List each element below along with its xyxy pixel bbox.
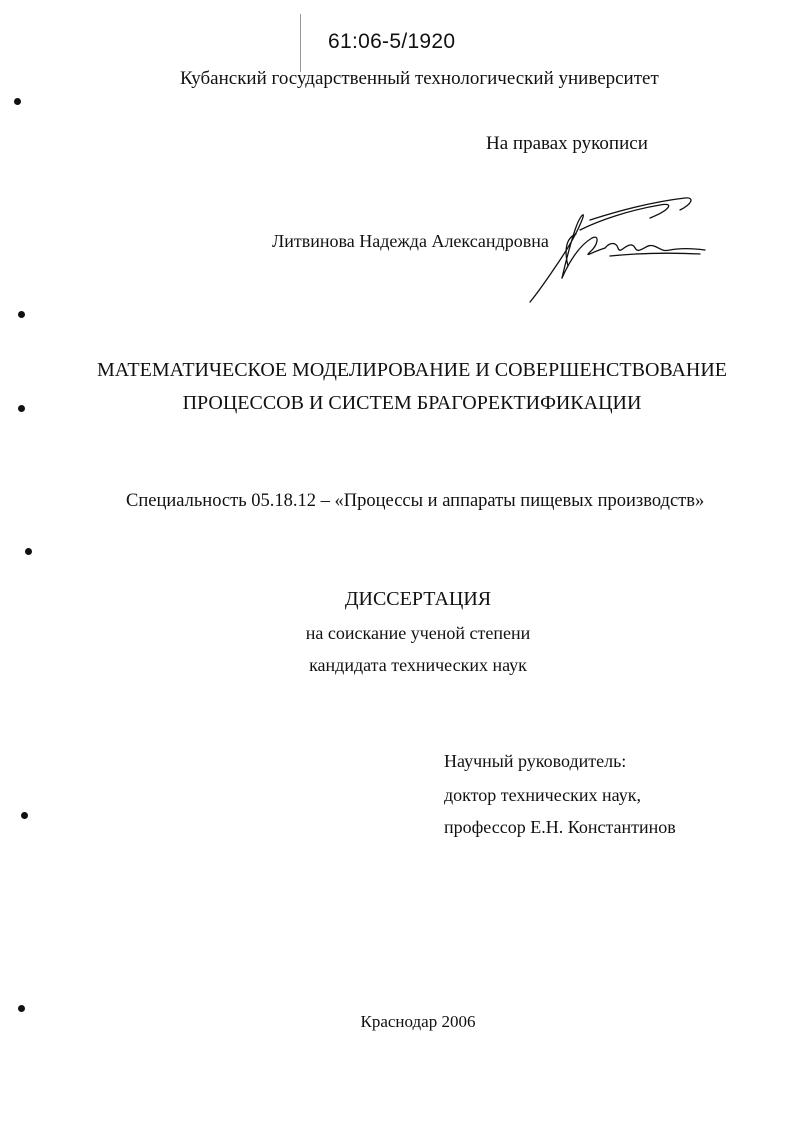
punch-mark <box>18 311 25 318</box>
author-signature <box>520 190 710 310</box>
punch-mark <box>21 812 28 819</box>
scan-margin-tick <box>300 14 301 72</box>
degree-line-2: кандидата технических наук <box>309 655 527 675</box>
document-type: ДИССЕРТАЦИЯ <box>344 588 492 610</box>
punch-mark <box>18 1005 25 1012</box>
supervisor-name: профессор Е.Н. Константинов <box>444 817 676 837</box>
punch-mark <box>14 98 21 105</box>
city-year: Краснодар 2006 <box>360 1012 476 1031</box>
specialty: Специальность 05.18.12 – «Процессы и аппараты пищевых производств» <box>126 491 705 511</box>
author-name: Литвинова Надежда Александровна <box>272 231 549 251</box>
manuscript-rights-note: На правах рукописи <box>486 133 648 154</box>
degree-line-1: на соискание ученой степени <box>305 623 531 643</box>
university-name: Кубанский государственный технологический университет <box>180 68 659 89</box>
supervisor-degree: доктор технических наук, <box>444 785 641 805</box>
punch-mark <box>25 548 32 555</box>
dissertation-title-line-2: ПРОЦЕССОВ И СИСТЕМ БРАГОРЕКТИФИКАЦИИ <box>182 392 642 414</box>
dissertation-title-line-1: МАТЕМАТИЧЕСКОЕ МОДЕЛИРОВАНИЕ И СОВЕРШЕНСТВОВАНИЕ <box>96 359 728 381</box>
catalog-number: 61:06-5/1920 <box>328 30 456 53</box>
supervisor-label: Научный руководитель: <box>444 751 627 771</box>
punch-mark <box>18 405 25 412</box>
